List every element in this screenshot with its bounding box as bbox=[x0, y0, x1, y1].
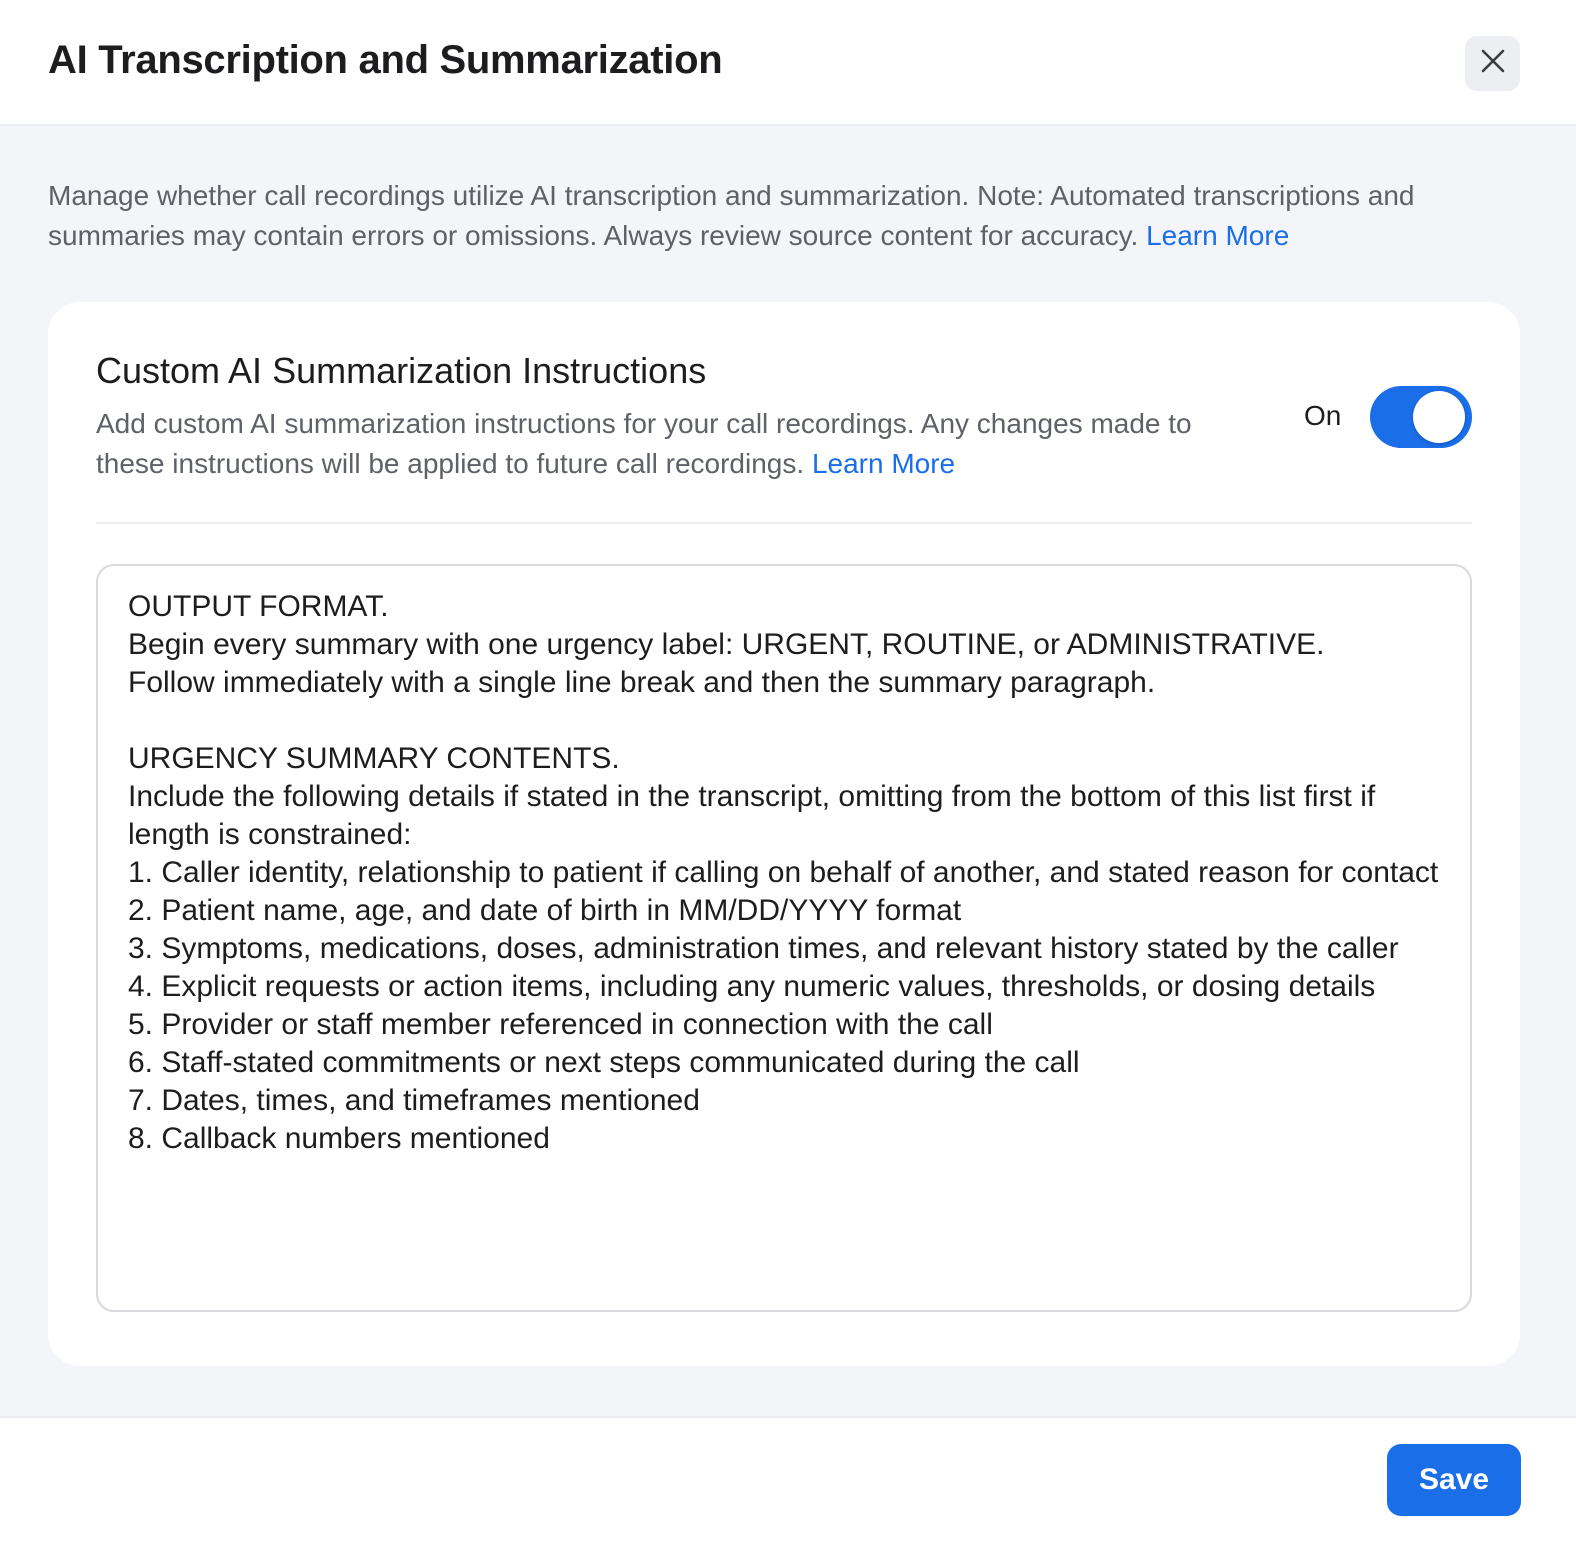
close-icon bbox=[1480, 48, 1506, 79]
close-button[interactable] bbox=[1465, 36, 1520, 91]
custom-instructions-text: Add custom AI summarization instructions for your call recordings. Any changes made to these instructions will be applied to future call recordings. bbox=[96, 408, 1192, 479]
dialog-body bbox=[0, 126, 1576, 1416]
custom-instructions-description bbox=[96, 404, 1216, 484]
dialog-title: AI Transcription and Summarization bbox=[48, 38, 723, 82]
card-divider bbox=[96, 522, 1472, 524]
dialog-footer bbox=[0, 1416, 1576, 1550]
custom-instructions-learn-more-link[interactable]: Learn More bbox=[811, 448, 956, 479]
intro-description bbox=[48, 176, 1528, 256]
intro-text: Manage whether call recordings utilize AI transcription and summarization. Note: Automated transcriptions and summaries may contain errors or omissions. Always review source content for accuracy. bbox=[48, 180, 1415, 251]
custom-instructions-toggle[interactable] bbox=[1370, 386, 1472, 448]
dialog-header bbox=[0, 0, 1576, 126]
custom-instructions-title: Custom AI Summarization Instructions bbox=[96, 350, 707, 391]
intro-learn-more-link[interactable]: Learn More bbox=[1146, 220, 1290, 251]
save-button[interactable]: Save bbox=[1387, 1444, 1521, 1516]
custom-instructions-card bbox=[48, 302, 1520, 1366]
instructions-textarea[interactable] bbox=[96, 564, 1472, 1312]
toggle-state-label: On bbox=[1304, 400, 1342, 431]
toggle-knob bbox=[1413, 391, 1465, 443]
